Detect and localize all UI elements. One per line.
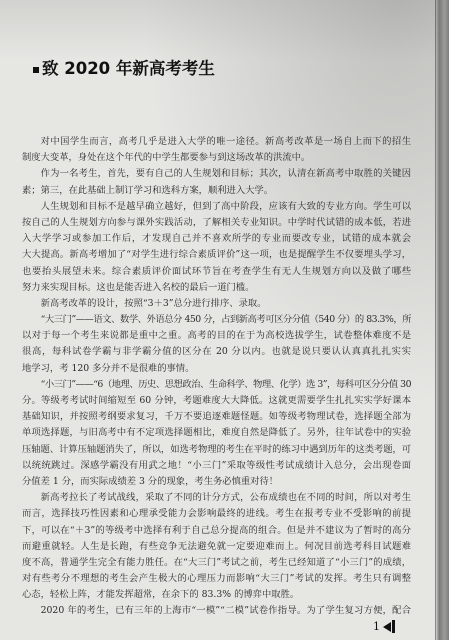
- paragraph: [22, 377, 411, 490]
- body-line: 对有些考分不理想的考生会产生极大的心理压力而影响“大三门”考试的发挥。考生只有调整: [22, 573, 411, 585]
- body-line: 按自己的人生规划方向参与课外实践活动，了解相关专业知识。中学时代试错的成本低，若进: [22, 216, 411, 228]
- body-line: “小三门”——“6（地理、历史、思想政治、生命科学、物理、化学）选 3”，每科可区分分值 30: [40, 378, 411, 390]
- body-line: 基础知识，并按照考纲要求复习，千万不要追逐难题怪题。如等级考物理试卷，选择题全部为: [22, 411, 411, 423]
- body-line: 很高，每科试卷学霸与非学霸分值的区分在 20 分以内。也就是说只要认认真真扎扎实实: [22, 346, 411, 358]
- body-line: 努力来实现目标。这也是能否进入名校的最后一道门槛。: [22, 281, 255, 293]
- paragraph: [22, 166, 411, 198]
- body-line: 压轴题、计算压轴题消失了，所以，如选考物理的考生在平时的练习中遇到历年的这类考题，可: [22, 443, 411, 455]
- page-number: [373, 620, 399, 634]
- page-number-text: 1: [373, 620, 380, 633]
- paragraph: [22, 296, 411, 312]
- body-line: “大三门”——语文、数学、外语总分 450 分，占到新高考可区分分值（540 分）的 83.3%，所: [40, 314, 411, 326]
- body-line: 新高考拉长了考试战线，采取了不同的计分方式，公布成绩也在不同的时间，所以对考生: [40, 492, 411, 504]
- body-line: 分。等级考考试时间缩短至 60 分钟，考题难度大大降低。这就更需要学生扎扎实实学好课本: [22, 395, 411, 406]
- page-marker-bar-icon: [392, 620, 395, 633]
- body-line: 地学习，考 120 多分并不是很难的事情。: [22, 362, 195, 374]
- body-line: 以对于每一个考生来说都是重中之重。高考的目的在于为高校选拔学生，试卷整体难度不是: [22, 330, 411, 342]
- article-body: [22, 134, 411, 620]
- body-line: 新高考改革的设计，按照“3＋3”总分进行排序、录取。: [40, 297, 267, 309]
- body-line: 分值差 1 分，而实际成绩差 3 分的现象，考生务必慎重对待！: [22, 475, 279, 487]
- paragraph: [22, 199, 411, 296]
- paragraph: [22, 603, 411, 619]
- paragraph: [22, 134, 411, 166]
- body-line: 素；第三，在此基础上制订学习和选科方案，顺利进入大学。: [22, 184, 274, 196]
- page-title: 致 2020 年新高考考生: [42, 59, 215, 78]
- body-line: 也要抬头展望未来。综合素质评价面试环节旨在考查学生有无人生规划方向以及做了哪些: [22, 265, 411, 277]
- body-line: 心态，轻松上阵，才能发挥超常，在余下的 83.3% 的博弈中取胜。: [22, 589, 300, 601]
- body-line: 入大学学习或参加工作后，才发现自己并不喜欢所学的专业而要改专业，试错的成本就会: [22, 233, 411, 245]
- title-bullet-icon: [33, 67, 39, 73]
- body-line: 制度大变革，身处在这个年代的中学生都要参与到这场改革的洪流中。: [22, 152, 311, 164]
- body-line: 2020 年的考生，已有三年的上海市“一模”“二模”试卷作指导。为了学生复习方便，配合: [40, 605, 411, 617]
- body-line: 下，可以在“＋3”的等级考中选择有利于自己总分提高的组合。但是并不建议为了暂时的高分: [22, 524, 411, 536]
- body-line: 单项选择题，与旧高考中有不定项选择题相比，难度自然是降低了。另外，往年试卷中的实验: [22, 427, 411, 439]
- page-marker-triangle-icon: [383, 622, 391, 632]
- body-line: 对中国学生而言，高考几乎是进入大学的唯一途径。新高考改革是一场自上而下的招生: [40, 136, 411, 147]
- body-line: 而言，选择技巧性因素和心理承受能力会影响最终的进线。考生在报考专业不受影响的前提: [22, 508, 411, 520]
- body-line: 人生规划和目标不是越早确立越好，但到了高中阶段，应该有大致的专业方向。学生可以: [40, 200, 411, 212]
- page-edge-shadow: [436, 0, 449, 640]
- body-line: 度不高，普通学生完全有能力胜任。在“大三门”考试之前，考生已经知道了“小三门”的成绩，: [22, 556, 411, 568]
- body-line: 作为一名考生，首先，要有自己的人生规划和目标；其次，认清在新高考中取胜的关键因: [40, 168, 411, 180]
- body-line: 而避重就轻。人生是长跑，有些竞争无法避免就一定要迎难而上。何况目前选考科目试题难: [22, 540, 411, 552]
- paragraph: [22, 312, 411, 377]
- body-line: 以统统跳过。深感学霸没有用武之地！“小三门”采取等级性考试成绩计入总分，会出现卷面: [22, 459, 411, 471]
- paragraph: [22, 490, 411, 603]
- body-line: 大大提高。新高考增加了“对学生进行综合素质评价”这一项，也是提醒学生不仅要埋头学习，: [22, 249, 411, 261]
